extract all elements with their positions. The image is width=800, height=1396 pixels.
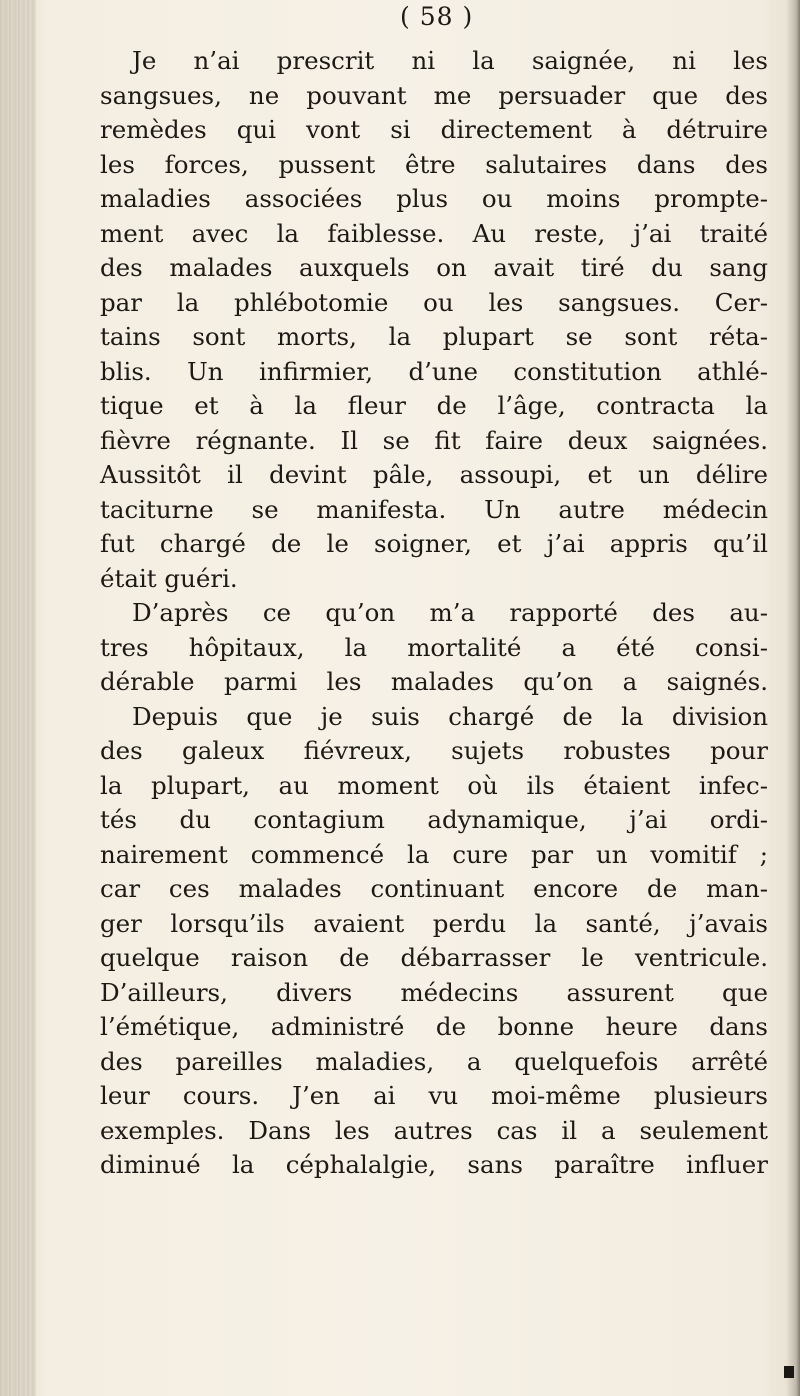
- text-line: fièvre régnante. Il se fit faire deux saignées.: [100, 425, 768, 455]
- text-line: tique et à la fleur de l’âge, contracta la: [100, 391, 768, 420]
- text-line: dérable parmi les malades qu’on a saignés.: [100, 667, 768, 696]
- text-line: nairement commencé la cure par un vomitif ;: [100, 839, 768, 869]
- text-line: tres hôpitaux, la mortalité a été consi-: [100, 632, 768, 662]
- text-line: tés du contagium adynamique, j’ai ordi-: [100, 805, 768, 834]
- text-line: diminué la céphalalgie, sans paraître influer: [100, 1150, 768, 1179]
- text-line: car ces malades continuant encore de man-: [100, 874, 768, 903]
- text-line: leur cours. J’en ai vu moi-même plusieurs: [100, 1081, 768, 1110]
- text-line: était guéri.: [100, 563, 238, 593]
- text-line: par la phlébotomie ou les sangsues. Cer-: [100, 287, 768, 317]
- text-line: des pareilles maladies, a quelquefois arrêté: [100, 1046, 768, 1076]
- text-line: maladies associées plus ou moins prompte-: [100, 184, 768, 213]
- text-line: sangsues, ne pouvant me persuader que des: [100, 80, 768, 110]
- text-line: quelque raison de débarrasser le ventricule.: [100, 943, 768, 972]
- page-edge-shadow: [786, 0, 800, 1396]
- text-line: Je n’ai prescrit ni la saignée, ni les: [132, 46, 768, 75]
- text-line: D’après ce qu’on m’a rapporté des au-: [132, 598, 768, 627]
- text-line: blis. Un infirmier, d’une constitution athlé-: [100, 356, 768, 386]
- text-line: ger lorsqu’ils avaient perdu la santé, j’avais: [100, 908, 768, 938]
- body-text: [100, 44, 768, 1183]
- page-number: ( 58 ): [400, 2, 474, 31]
- binding-gutter: [0, 0, 36, 1396]
- text-line: taciturne se manifesta. Un autre médecin: [100, 494, 768, 524]
- text-line: tains sont morts, la plupart se sont réta-: [100, 322, 768, 351]
- text-line: Depuis que je suis chargé de la division: [132, 701, 768, 731]
- text-line: des malades auxquels on avait tiré du sang: [100, 253, 768, 282]
- text-line: remèdes qui vont si directement à détruire: [100, 115, 768, 144]
- text-line: Aussitôt il devint pâle, assoupi, et un délire: [100, 460, 768, 489]
- text-line: D’ailleurs, divers médecins assurent que: [100, 977, 768, 1007]
- text-line: des galeux fiévreux, sujets robustes pour: [100, 736, 768, 765]
- corner-mark: [784, 1366, 794, 1378]
- text-line: fut chargé de le soigner, et j’ai appris qu’il: [100, 529, 768, 558]
- text-line: la plupart, au moment où ils étaient infec-: [100, 770, 768, 800]
- text-line: exemples. Dans les autres cas il a seulement: [100, 1115, 768, 1145]
- text-line: les forces, pussent être salutaires dans des: [100, 149, 768, 179]
- text-line: ment avec la faiblesse. Au reste, j’ai traité: [100, 218, 768, 248]
- text-line: l’émétique, administré de bonne heure dans: [100, 1012, 768, 1041]
